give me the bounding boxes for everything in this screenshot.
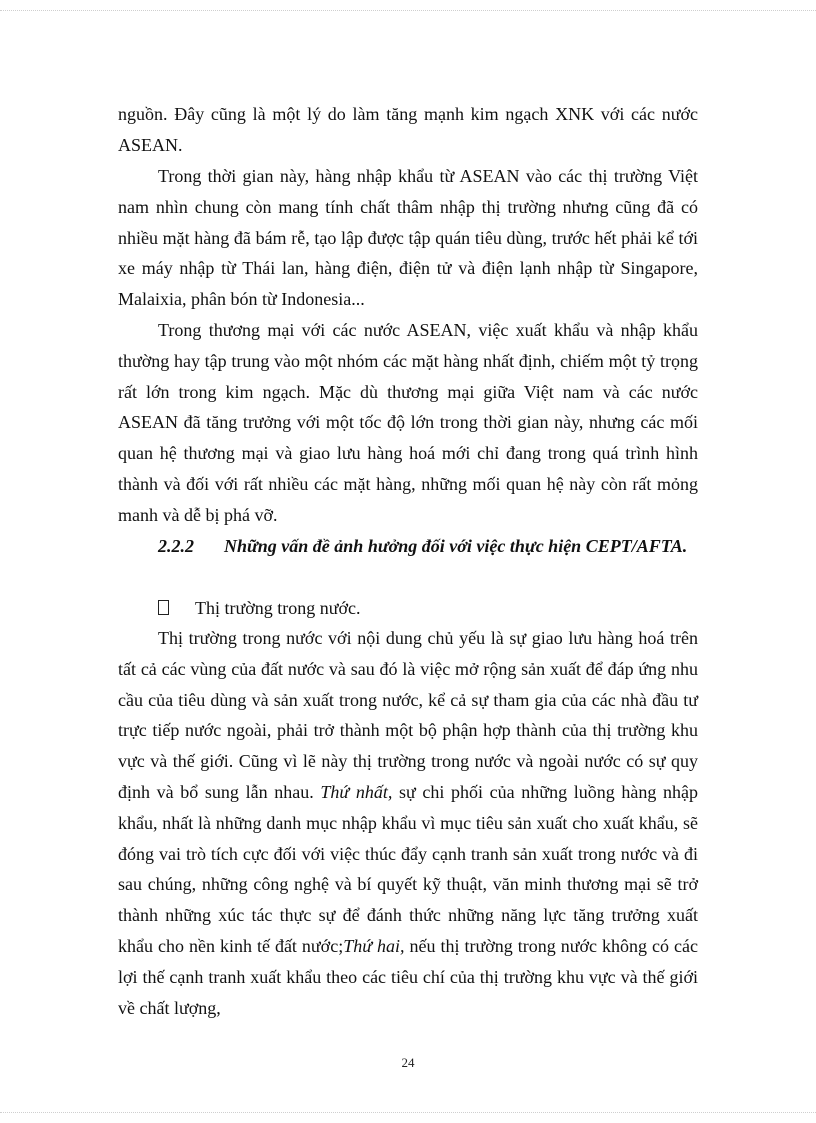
- paragraph-5: [118, 623, 698, 1023]
- page-border-top: [0, 10, 816, 11]
- page-number: 24: [401, 1055, 415, 1070]
- paragraph-5-part-3: nếu thị trường trong nước không có các lợi thế cạnh tranh xuất khẩu theo các tiêu chí của thị trường khu vực và thế giới về chất lượng,: [118, 935, 698, 1018]
- paragraph-3: Trong thương mại với các nước ASEAN, việc xuất khẩu và nhập khẩu thường hay tập trung vào một nhóm các mặt hàng nhất định, chiếm một tỷ trọng rất lớn trong kim ngạch. Mặc dù thương mại giữa Việt nam và các nước ASEAN đã tăng trưởng với một tốc độ lớn trong thời gian này, nhưng các mối quan hệ thương mại và giao lưu hàng hoá mới chỉ đang trong quá trình hình thành và đối với rất nhiều các mặt hàng, những mối quan hệ này còn rất mỏng manh và dễ bị phá vỡ.: [118, 320, 698, 525]
- bullet-square-icon: [158, 600, 169, 615]
- section-heading: [118, 531, 698, 562]
- paragraph-5-part-1: Thị trường trong nước với nội dung chủ yếu là sự giao lưu hàng hoá trên tất cả các vùng của đất nước và sau đó là việc mở rộng sản xuất để đáp ứng nhu cầu của tiêu dùng và sản xuất trong nước, kể cả sự tham gia của các nhà đầu tư trực tiếp nước ngoài, phải trở thành một bộ phận hợp thành của thị trường khu vực và thế giới. Cũng vì lẽ này thị trường trong nước và ngoài nước có sự quy định và bổ sung lẫn nhau.: [118, 628, 698, 802]
- bullet-item: [158, 593, 361, 624]
- page-border-bottom: [0, 1112, 816, 1113]
- paragraph-5-italic-first: Thứ nhất,: [320, 781, 393, 802]
- paragraph-1: nguồn. Đây cũng là một lý do làm tăng mạnh kim ngạch XNK với các nước ASEAN.: [118, 104, 698, 155]
- paragraph-5-part-2: sự chi phối của những luồng hàng nhập khẩu, nhất là những danh mục nhập khẩu vì mục tiêu sản xuất cho xuất khẩu, sẽ đóng vai trò tích cực đối với việc thúc đẩy cạnh tranh sản xuất trong nước và đi sau chúng, những công nghệ và bí quyết kỹ thuật, văn minh thương mại sẽ trở thành những xúc tác thực sự để đánh thức những năng lực tăng trưởng xuất khẩu cho nền kinh tế đất nước;: [118, 781, 698, 956]
- bullet-text: Thị trường trong nước.: [195, 598, 361, 618]
- paragraph-5-italic-second: Thứ hai,: [343, 935, 405, 956]
- section-number: 2.2.2: [158, 536, 194, 556]
- section-title: Những vấn đề ảnh hưởng đối với việc thực hiện CEPT/AFTA.: [224, 536, 688, 556]
- paragraph-2: Trong thời gian này, hàng nhập khẩu từ ASEAN vào các thị trường Việt nam nhìn chung còn mang tính chất thâm nhập thị trường nhưng cũng đã có nhiều mặt hàng đã bám rễ, tạo lập được tập quán tiêu dùng, trước hết phải kể tới xe máy nhập từ Thái lan, hàng điện, điện tử và điện lạnh nhập từ Singapore, Malaixia, phân bón từ Indonesia...: [118, 166, 698, 310]
